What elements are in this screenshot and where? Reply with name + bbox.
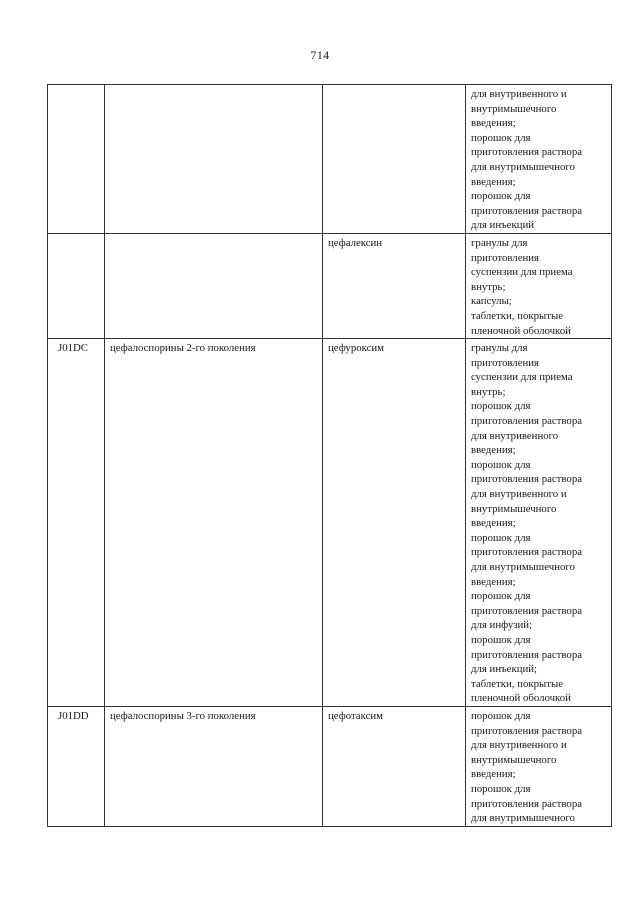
dosage-form-line: таблетки, покрытые: [471, 677, 564, 690]
dosage-form-line: введения;: [471, 444, 516, 457]
dosage-form-line: для внутримышечного: [471, 561, 575, 573]
dosage-form-line: для внутривенного: [471, 429, 559, 442]
dosage-form-line: приготовления раствора: [471, 797, 583, 810]
dosage-form-line: гранулы для: [471, 236, 528, 249]
dosage-forms-cell: [466, 233, 612, 338]
dosage-form-line: введения;: [471, 517, 516, 530]
dosage-form-line: приготовления раствора: [471, 724, 583, 737]
dosage-form-line: введения;: [471, 575, 516, 588]
atc-code-cell: J01DC: [48, 339, 105, 707]
dosage-form-line: введения;: [471, 117, 516, 130]
dosage-form-line: приготовления раствора: [471, 604, 583, 617]
dosage-form-line: порошок для: [471, 458, 531, 471]
dosage-form-line: порошок для: [471, 190, 531, 203]
dosage-form-line: порошок для: [471, 131, 531, 144]
dosage-form-line: порошок для: [471, 709, 531, 722]
dosage-form-line: порошок для: [471, 782, 531, 795]
atc-code-cell: [48, 233, 105, 338]
page-number: 714: [310, 48, 330, 62]
table-row: [48, 233, 612, 338]
dosage-form-line: пленочной оболочкой: [471, 324, 571, 337]
drug-cell: [323, 85, 466, 234]
dosage-form-line: приготовления: [471, 251, 540, 264]
dosage-form-line: пленочной оболочкой: [471, 692, 571, 705]
dosage-form-line: приготовления раствора: [471, 415, 583, 428]
dosage-form-line: порошок для: [471, 590, 531, 603]
dosage-form-line: введения;: [471, 768, 516, 781]
dosage-form-line: суспензии для приема: [471, 371, 573, 384]
dosage-form-line: для инфузий;: [471, 619, 533, 632]
dosage-form-line: приготовления раствора: [471, 648, 583, 661]
dosage-form-line: введения;: [471, 175, 516, 188]
dosage-form-line: порошок для: [471, 633, 531, 646]
dosage-form-line: для инъекций: [471, 219, 535, 232]
dosage-form-line: для внутримышечного: [471, 812, 575, 825]
group-cell: [105, 85, 323, 234]
dosage-form-line: для внутривенного и: [471, 739, 567, 752]
table-row: [48, 706, 612, 826]
dosage-form-line: приготовления раствора: [471, 473, 583, 486]
dosage-form-line: приготовления раствора: [471, 546, 583, 559]
group-cell: [105, 233, 323, 338]
dosage-form-line: приготовления раствора: [471, 204, 583, 217]
table-row: [48, 85, 612, 234]
drug-cell: цефалексин: [323, 233, 466, 338]
dosage-form-line: гранулы для: [471, 342, 528, 355]
dosage-form-line: внутримышечного: [471, 102, 557, 115]
group-cell: цефалоспорины 2-го поколения: [105, 339, 323, 707]
dosage-form-line: порошок для: [471, 531, 531, 544]
dosage-form-line: приготовления раствора: [471, 146, 583, 159]
dosage-form-line: внутримышечного: [471, 502, 557, 515]
drug-cell: цефотаксим: [323, 706, 466, 826]
group-cell: цефалоспорины 3-го поколения: [105, 706, 323, 826]
dosage-form-line: таблетки, покрытые: [471, 309, 564, 322]
dosage-form-line: порошок для: [471, 400, 531, 413]
dosage-form-line: приготовления: [471, 356, 540, 369]
dosage-forms-cell: [466, 339, 612, 707]
dosage-forms-cell: [466, 706, 612, 826]
dosage-form-line: для внутривенного и: [471, 488, 567, 501]
drug-cell: цефуроксим: [323, 339, 466, 707]
dosage-form-line: для инъекций;: [471, 663, 538, 676]
dosage-form-line: внутрь;: [471, 280, 506, 293]
dosage-form-line: внутримышечного: [471, 753, 557, 766]
table-row: [48, 339, 612, 707]
atc-code-cell: J01DD: [48, 706, 105, 826]
dosage-form-line: для внутримышечного: [471, 160, 575, 173]
dosage-form-line: для внутривенного и: [471, 88, 567, 100]
drug-table: [47, 84, 612, 827]
dosage-form-line: суспензии для приема: [471, 266, 573, 279]
dosage-form-line: капсулы;: [471, 295, 512, 308]
dosage-forms-cell: [466, 85, 612, 234]
atc-code-cell: [48, 85, 105, 234]
dosage-form-line: внутрь;: [471, 385, 506, 398]
